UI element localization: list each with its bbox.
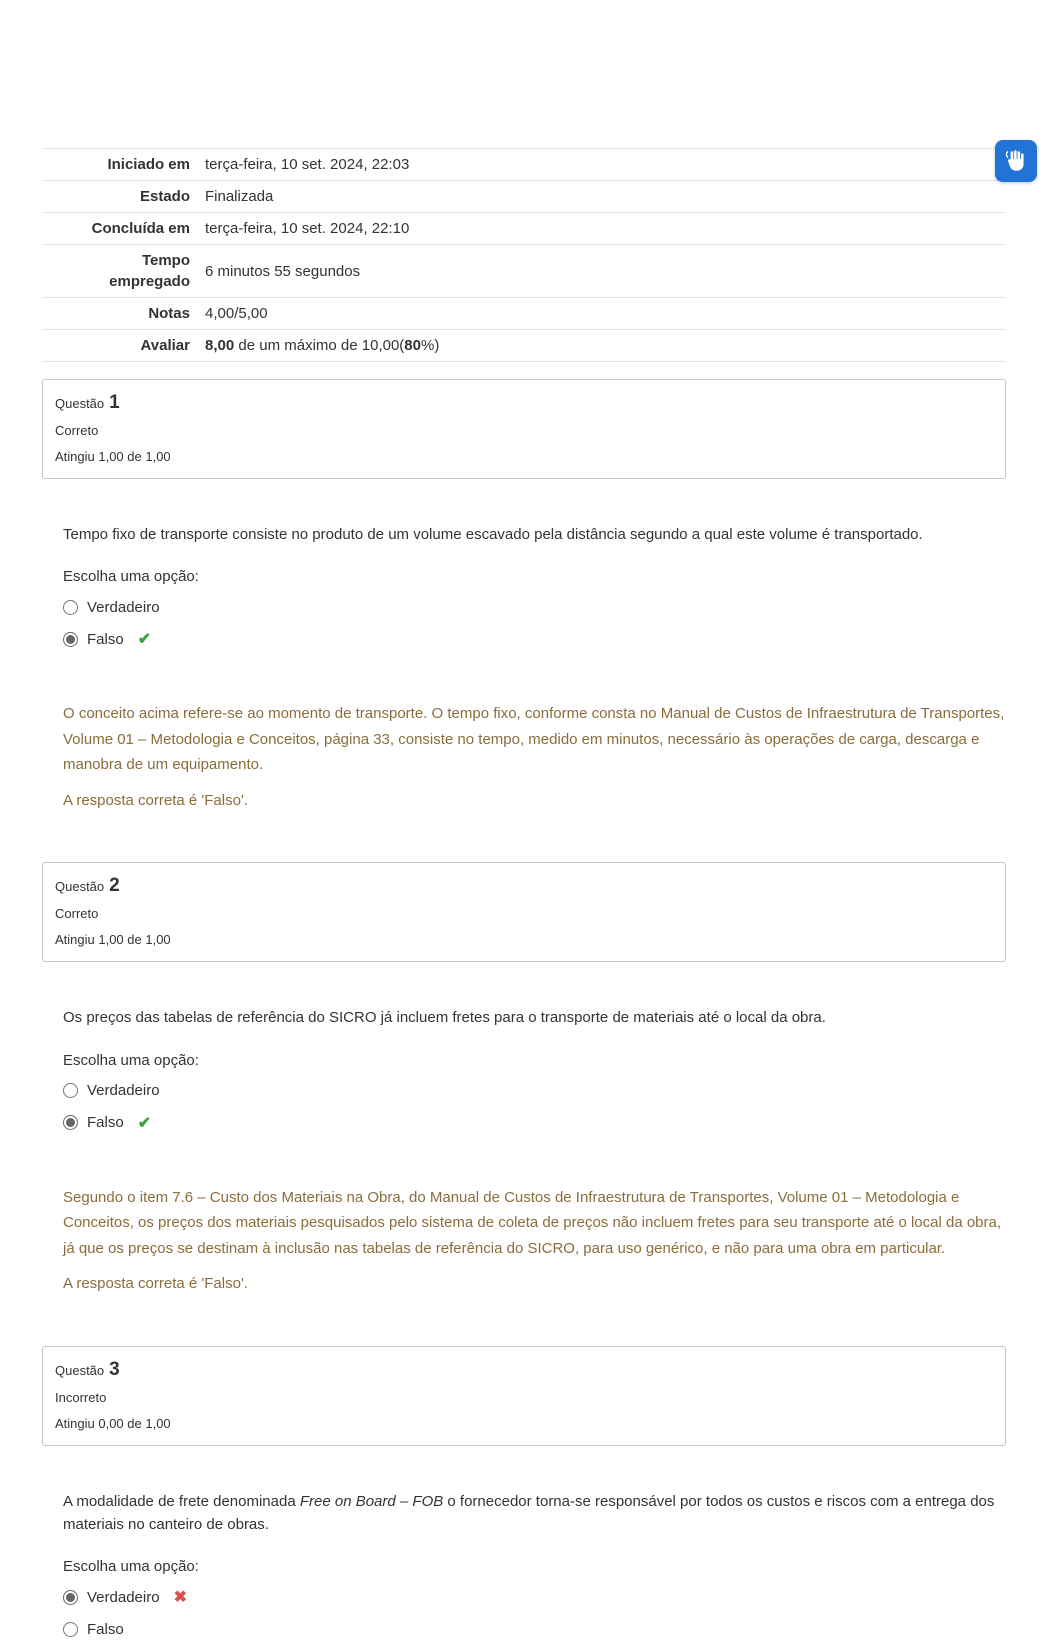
- summary-label: Avaliar: [42, 330, 190, 362]
- summary-label: Concluída em: [42, 213, 190, 245]
- hand-icon: [1003, 148, 1029, 174]
- incorrect-cross-icon: ✖: [174, 1587, 187, 1607]
- option-verdadeiro[interactable]: [63, 591, 1006, 623]
- option-verdadeiro[interactable]: [63, 1075, 1006, 1107]
- summary-value: 6 minutos 55 segundos: [190, 245, 1006, 298]
- question-info-box: [42, 862, 1006, 962]
- feedback-text: O conceito acima refere-se ao momento de transporte. O tempo fixo, conforme consta no Manual de Custos de Infraestrutura de Transportes, Volume 01 – Metodologia e Conceitos, página 33, consiste no tempo, medido em minutos, necessário às operações de carga, descarga e manobra de um equipamento.: [63, 701, 1006, 778]
- option-falso[interactable]: [63, 1613, 1006, 1645]
- option-label: Falso: [87, 631, 124, 648]
- question-block: [42, 862, 1006, 1295]
- summary-label: Estado: [42, 181, 190, 213]
- question-number-value: 2: [109, 875, 120, 896]
- option-verdadeiro[interactable]: [63, 1581, 1006, 1613]
- grade-text: de um máximo de 10,00(: [234, 337, 404, 354]
- option-label: Verdadeiro: [87, 1082, 160, 1099]
- feedback-text: Segundo o item 7.6 – Custo dos Materiais na Obra, do Manual de Custos de Infraestrutura de Transportes, Volume 01 – Metodologia e Conceitos, os preços dos materiais pesquisados pelo sistema de coleta de preços não incluem fretes para seu transporte até o local da obra, já que os preços se destinam à inclusão nas tabelas de referência do SICRO, para uso genérico, e não para uma obra em particular.: [63, 1185, 1006, 1262]
- question-block: [42, 379, 1006, 812]
- correct-check-icon: ✔: [138, 629, 151, 649]
- question-text-italic: Free on Board – FOB: [300, 1493, 443, 1510]
- question-word: Questão: [55, 396, 104, 411]
- question-number: [55, 875, 991, 897]
- choose-prompt: Escolha uma opção:: [63, 1558, 1006, 1575]
- question-status: Correto: [55, 906, 991, 921]
- question-status: Correto: [55, 423, 991, 438]
- summary-row: [42, 330, 1006, 362]
- summary-value: [190, 330, 1006, 362]
- summary-label: Iniciado em: [42, 149, 190, 181]
- attempt-summary-table: [42, 148, 1006, 362]
- question-grade: Atingiu 1,00 de 1,00: [55, 449, 991, 464]
- question-body: [42, 1490, 1006, 1645]
- accessibility-hand-icon[interactable]: [995, 140, 1037, 182]
- question-text: Os preços das tabelas de referência do SICRO já incluem fretes para o transporte de materiais até o local da obra.: [63, 1006, 1006, 1029]
- question-status: Incorreto: [55, 1390, 991, 1405]
- question-word: Questão: [55, 879, 104, 894]
- question-grade: Atingiu 1,00 de 1,00: [55, 932, 991, 947]
- answer-options: [63, 591, 1006, 655]
- option-radio[interactable]: [63, 1083, 78, 1098]
- question-text-suffix: o fornecedor torna-se responsável por todos os custos e riscos com a entrega dos materiais no canteiro de obras.: [63, 1493, 994, 1533]
- summary-row: [42, 149, 1006, 181]
- option-radio[interactable]: [63, 632, 78, 647]
- question-number: [55, 1359, 991, 1381]
- summary-label: Notas: [42, 298, 190, 330]
- option-label: Verdadeiro: [87, 1589, 160, 1606]
- summary-value: Finalizada: [190, 181, 1006, 213]
- question-number-value: 1: [109, 392, 120, 413]
- summary-row: [42, 213, 1006, 245]
- option-radio[interactable]: [63, 1622, 78, 1637]
- question-text: Tempo fixo de transporte consiste no produto de um volume escavado pela distância segundo a qual este volume é transportado.: [63, 523, 1006, 546]
- summary-row: [42, 298, 1006, 330]
- option-label: Falso: [87, 1621, 124, 1638]
- question-text-prefix: A modalidade de frete denominada: [63, 1493, 300, 1510]
- summary-value: 4,00/5,00: [190, 298, 1006, 330]
- question-number: [55, 392, 991, 414]
- right-answer-text: A resposta correta é 'Falso'.: [63, 790, 1006, 813]
- option-falso[interactable]: [63, 1107, 1006, 1139]
- question-block: [42, 1346, 1006, 1645]
- option-falso[interactable]: [63, 623, 1006, 655]
- choose-prompt: Escolha uma opção:: [63, 1052, 1006, 1069]
- question-number-value: 3: [109, 1359, 120, 1380]
- summary-row: [42, 245, 1006, 298]
- question-body: [42, 1006, 1006, 1295]
- correct-check-icon: ✔: [138, 1113, 151, 1133]
- option-label: Verdadeiro: [87, 599, 160, 616]
- option-radio[interactable]: [63, 600, 78, 615]
- answer-options: [63, 1581, 1006, 1645]
- question-info-box: [42, 1346, 1006, 1446]
- right-answer-text: A resposta correta é 'Falso'.: [63, 1273, 1006, 1296]
- option-label: Falso: [87, 1114, 124, 1131]
- answer-options: [63, 1075, 1006, 1139]
- question-info-box: [42, 379, 1006, 479]
- summary-value: terça-feira, 10 set. 2024, 22:03: [190, 149, 1006, 181]
- summary-value: terça-feira, 10 set. 2024, 22:10: [190, 213, 1006, 245]
- question-text: [63, 1490, 1006, 1537]
- grade-score: 8,00: [205, 337, 234, 354]
- summary-row: [42, 181, 1006, 213]
- option-radio[interactable]: [63, 1590, 78, 1605]
- summary-label: Tempo empregado: [42, 245, 190, 298]
- grade-suffix: %): [421, 337, 439, 354]
- question-word: Questão: [55, 1363, 104, 1378]
- question-body: [42, 523, 1006, 812]
- grade-percent: 80: [404, 337, 421, 354]
- option-radio[interactable]: [63, 1115, 78, 1130]
- question-grade: Atingiu 0,00 de 1,00: [55, 1416, 991, 1431]
- choose-prompt: Escolha uma opção:: [63, 568, 1006, 585]
